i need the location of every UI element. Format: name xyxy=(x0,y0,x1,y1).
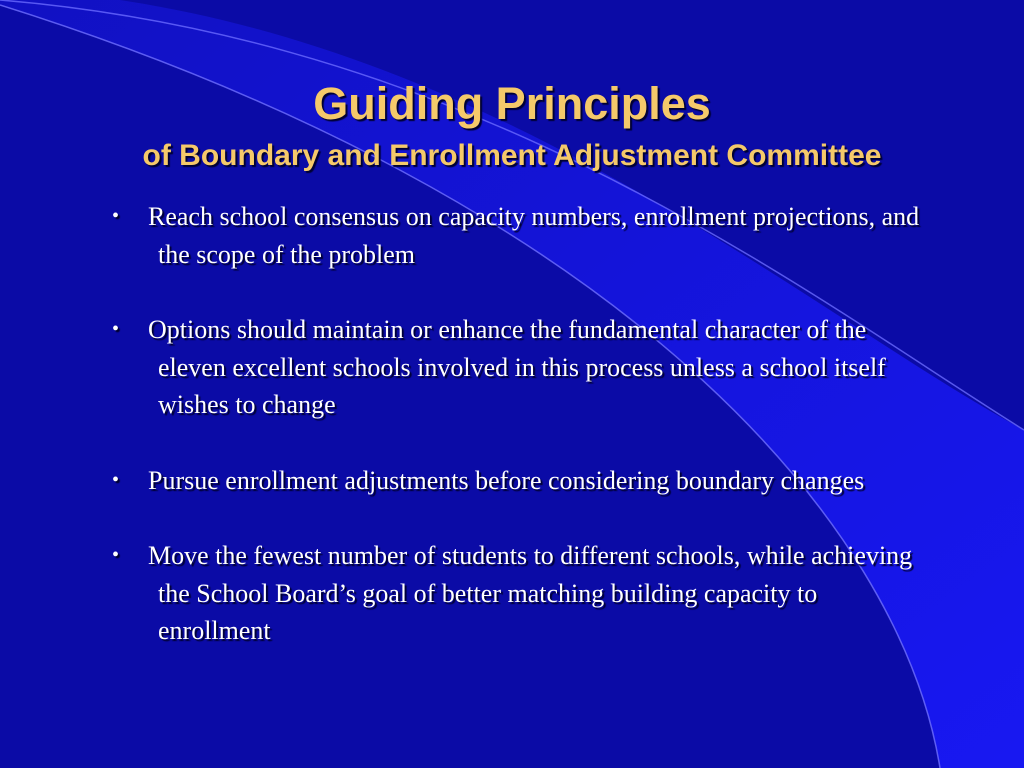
bullet-item xyxy=(112,198,922,273)
bullet-list xyxy=(112,198,922,688)
bullet-text: Options should maintain or enhance the fundamental character of the eleven excellent schools involved in this process unless a school itself wishes to change xyxy=(148,315,886,419)
bullet-dot-icon: • xyxy=(112,468,120,491)
bullet-item xyxy=(112,462,922,500)
bullet-item xyxy=(112,537,922,650)
slide-subtitle: of Boundary and Enrollment Adjustment Committee xyxy=(142,139,882,172)
bullet-text: Pursue enrollment adjustments before considering boundary changes xyxy=(148,465,865,495)
bullet-text: Move the fewest number of students to different schools, while achieving the School Board’s goal of better matching building capacity to enrollment xyxy=(148,541,913,645)
slide-title: Guiding Principles xyxy=(313,78,711,129)
bullet-dot-icon: • xyxy=(112,205,120,227)
bullet-item xyxy=(112,311,922,424)
bullet-dot-icon: • xyxy=(112,318,120,340)
bullet-text: Reach school consensus on capacity numbers, enrollment projections, and the scope of the problem xyxy=(148,202,920,269)
bullet-dot-icon: • xyxy=(112,544,120,566)
